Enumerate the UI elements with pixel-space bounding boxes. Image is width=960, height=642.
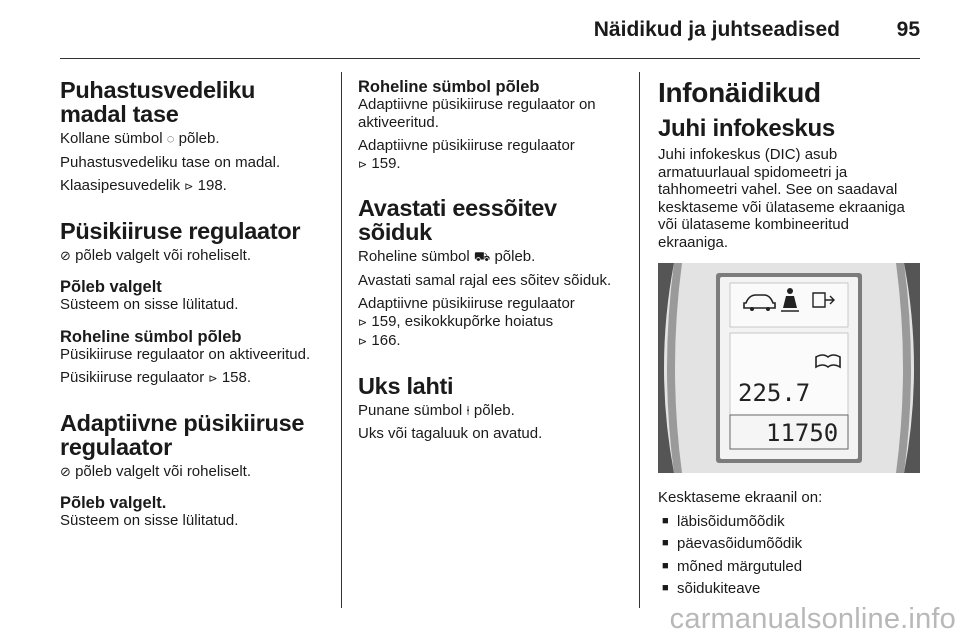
paragraph: Uks või tagaluuk on avatud. [358,425,543,442]
paragraph: Püsikiiruse regulaator on aktiveeritud. [60,345,311,363]
paragraph: Avastati samal rajal ees sõitev sõiduk. [358,271,612,289]
paragraph: ⊘ põleb valgelt või roheliselt. [60,462,252,480]
page-reference-icon: ⊳ [184,181,194,193]
section-title-adaptive-cruise: Adaptiivne püsikiiruse regulaator [60,409,305,460]
column-divider-2 [639,72,640,608]
paragraph: Puhastusvedeliku tase on madal. [60,153,281,171]
subheading: Roheline sümbol põleb [358,78,540,96]
paragraph: Adaptiivne püsikiiruse regulaator on aktiveeritud. [358,96,596,131]
list-item: ■ mõned märgutuled [658,558,922,576]
page-reference[interactable]: 159. [371,154,401,172]
paragraph: Püsikiiruse regulaator ⊳ 158. [60,369,252,386]
section-title-washer-fluid: Puhastusvedeliku madal tase [60,77,256,127]
list-item: ■ läbisõidumõõdik [658,513,922,531]
odometer-value: 11750 [766,419,839,447]
list-item: ■ päevasõidumõõdik [658,535,922,553]
page-reference-icon: ⊳ [358,316,368,329]
page-header [60,0,920,62]
page-reference-icon: ⊳ [358,336,368,348]
column-1 [60,78,322,536]
paragraph: Juhi infokeskus (DIC) asub armatuurlaual spidomeetri ja tahhomeetri vahel. See on saadaval kesktaseme või ülataseme ekraaniga või ülataseme kombineeritud ekraaniga. [658,146,905,251]
paragraph: Süsteem on sisse lülitatud. [60,296,239,313]
dashboard-display-figure [658,263,920,473]
cruise-control-icon: ⊘ [60,247,71,263]
cruise-control-icon: ⊘ [60,463,71,479]
subheading: Põleb valgelt [60,278,162,296]
paragraph: ⊘ põleb valgelt või roheliselt. [60,246,252,264]
column-2 [358,78,620,449]
page-reference-icon: ⊳ [358,158,368,171]
column-divider-1 [341,72,342,608]
paragraph: Roheline sümbol ⛟ põleb. [358,248,536,265]
door-open-icon: ⍿ [466,402,470,418]
section-title-door-open: Uks lahti [358,372,454,399]
dashboard-illustration [658,263,920,473]
paragraph: Adaptiivne püsikiiruse regulaator ⊳ 159, esikokkupõrke hoiatus ⊳ 166. [358,295,575,349]
page-number: 95 [896,18,920,41]
washer-fluid-icon: ◌ [166,131,175,146]
feature-list [658,513,922,598]
paragraph: Adaptiivne püsikiiruse regulaator ⊳ 159. [358,137,575,172]
running-title: Näidikud ja juhtseadised [593,18,840,41]
list-item: ■ sõidukiteave [658,580,922,598]
page-reference[interactable]: 159, esikokkupõrke hoiatus [371,312,554,330]
vehicle-ahead-icon: ⛟ [473,249,491,264]
header-rule [60,58,920,59]
paragraph: Kollane sümbol ◌ põleb. [60,130,220,147]
paragraph: Süsteem on sisse lülitatud. [60,512,239,529]
paragraph: Kesktaseme ekraanil on: [658,489,823,506]
page-reference[interactable]: 198. [197,177,227,194]
paragraph: Klaasipesuvedelik ⊳ 198. [60,177,227,194]
subheading: Põleb valgelt. [60,494,167,512]
page-reference[interactable]: 158. [221,369,252,386]
trip-value: 225.7 [738,379,811,407]
column-3 [658,78,922,603]
section-title-cruise-control: Püsikiiruse regulaator [60,217,301,244]
page-reference-icon: ⊳ [208,373,218,385]
page-reference[interactable]: 166. [371,332,401,349]
subheading: Roheline sümbol põleb [60,327,242,346]
section-title-dic: Juhi infokeskus [658,115,835,142]
paragraph: Punane sümbol ⍿ põleb. [358,401,515,419]
chapter-title: Infonäidikud [658,77,821,108]
section-title-vehicle-ahead: Avastati eessõitev sõiduk [358,195,557,245]
watermark: carmanualsonline.info [669,603,956,635]
